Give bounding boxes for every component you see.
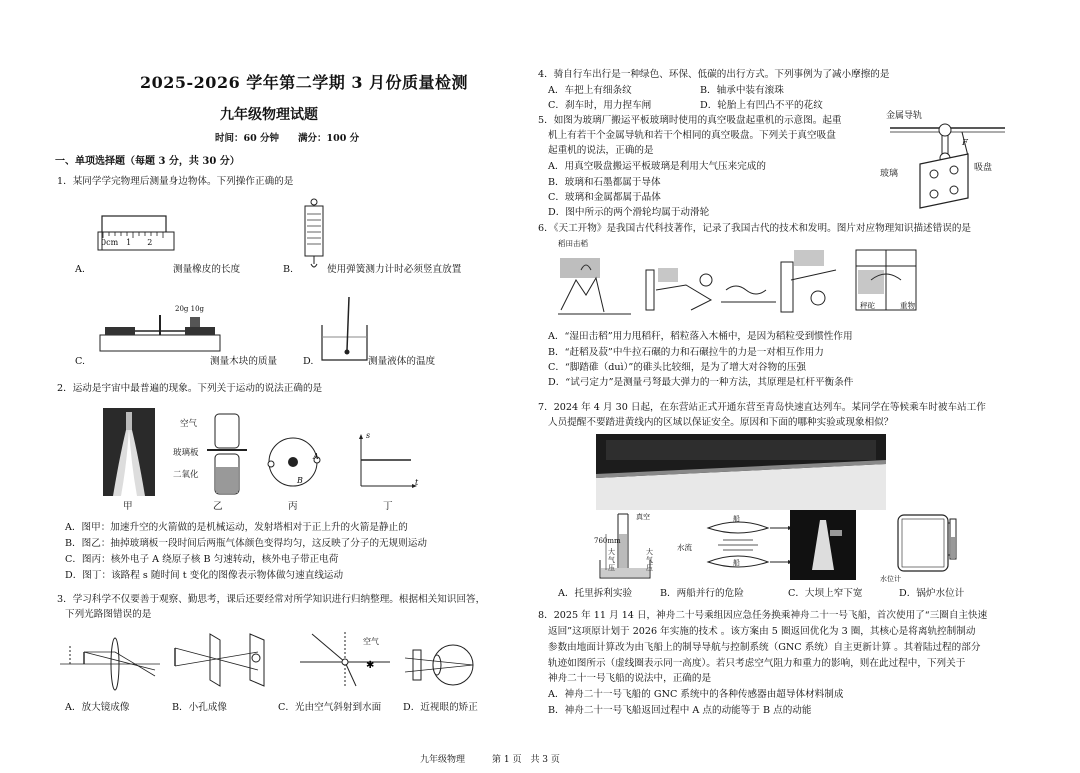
q3-caption-b: B．小孔成像	[172, 702, 228, 713]
q2-gas-bottles-figure	[195, 412, 255, 498]
q2-label-bing: 丙	[288, 501, 298, 512]
q6-fig-label-4: 秤砣	[860, 301, 875, 310]
q5-stem-line1: 5．如图为玻璃厂搬运平板玻璃时使用的真空吸盘起重机的示意图。起重	[538, 115, 842, 126]
q7-vacuum-label: 真空	[636, 513, 650, 521]
q6-option-b: B．“赶稻及菽”中牛拉石碾的力和石碾拉牛的力是一对相互作用力	[548, 347, 824, 358]
q4-option-b: B．轴承中装有滚珠	[700, 85, 784, 96]
q7-caption-b: B．两船并行的危险	[660, 588, 744, 599]
q5-option-a: A．用真空吸盘搬运平板玻璃是利用大气压来完成的	[548, 161, 766, 172]
q8-stem-line5: 神舟二十一号飞船的说法中，正确的是	[548, 673, 712, 684]
q5-rail-label: 金属导轨	[886, 111, 923, 121]
q2-option-a: A．图甲：加速升空的火箭做的是机械运动，发射塔相对于正上升的火箭是静止的	[65, 522, 408, 533]
q3-caption-a: A．放大镜成像	[65, 702, 130, 713]
q1-spring-scale-figure	[295, 198, 335, 273]
q7-gauge-label: 水位计	[880, 575, 901, 583]
ruler-scale-text: 0cm 1 2	[101, 238, 153, 247]
q1-d-text: 测量液体的温度	[368, 356, 436, 367]
q6-option-c: C．“脚踏碓（duì）”的碓头比较细，是为了增大对谷物的压强	[548, 362, 806, 373]
q7-stem-line2: 人员提醒不要踏进黄线内的区域以保证安全。原因和下面的哪种实验或现象相似？	[548, 417, 894, 428]
q7-torricelli-figure	[588, 512, 668, 582]
q6-option-d: D．“试弓定力”是测量弓弩最大弹力的一种方法，其原理是杠杆平衡条件	[548, 377, 854, 388]
q7-caption-c: C．大坝上窄下宽	[788, 588, 863, 599]
q2-stem: 2．运动是宇宙中最普遍的现象。下列关于运动的说法正确的是	[57, 383, 323, 394]
exam-subtitle: 九年级物理试题	[220, 107, 318, 123]
q6-fig-label-5: 重物	[900, 301, 915, 310]
q1-b-text: 使用弹簧测力计时必须竖直放置	[327, 264, 462, 275]
q3-magnifier-figure	[60, 632, 160, 692]
q2-option-b: B．图乙：抽掉玻璃板一段时间后两瓶气体颜色变得均匀，这反映了分子的无规则运动	[65, 538, 428, 549]
q2-rocket-photo	[103, 408, 155, 496]
q1-stem: 1．某同学学完物理后测量身边物体。下列操作正确的是	[57, 176, 294, 187]
q6-option-a: A．“湿田击稻”用力甩稻秆，稻粒落入木桶中，是因为稻粒受到惯性作用	[548, 331, 853, 342]
page-footer: 九年级物理 第 1 页 共 3 页	[420, 755, 560, 765]
q8-stem-line4: 轨迹如图所示（虚线圈表示同一高度）。若只考虑空气阻力和重力的影响，则在此过程中，下列关于	[548, 658, 966, 669]
q3-stem-line1: 3．学习科学不仅要善于观察、勤思考，课后还要经常对所学知识进行归纳整理。根据相关知识回答，	[57, 594, 486, 605]
q2-no2-label: 二氧化	[173, 470, 199, 480]
svg-text:✱: ✱	[366, 660, 375, 671]
q7-760-label: 760mm	[594, 537, 621, 545]
q1-c-label: C.	[75, 356, 86, 367]
q7-atm-label-2: 大气压	[646, 548, 653, 572]
exam-meta: 时间：60 分钟 满分：100 分	[215, 133, 360, 144]
q1-d-label: D.	[303, 356, 314, 367]
q7-atm-label-1: 大气压	[608, 548, 615, 572]
q5-option-b: B．玻璃和石墨都属于导体	[548, 177, 661, 188]
q3-pinhole-figure	[170, 628, 270, 692]
section-heading: 一、单项选择题（每题 3 分，共 30 分）	[55, 156, 240, 167]
q7-caption-d: D．锅炉水位计	[899, 588, 965, 599]
q2-axis-s-label: s	[366, 431, 371, 440]
q7-caption-a: A．托里拆利实验	[558, 588, 633, 599]
q1-a-text: 测量橡皮的长度	[173, 264, 241, 275]
q2-point-a-label: A	[313, 452, 319, 461]
q7-platform-photo	[596, 434, 886, 510]
q2-option-c: C．图丙：核外电子 A 绕原子核 B 匀速转动，核外电子带正电荷	[65, 554, 339, 565]
q2-point-b-label: B	[297, 476, 303, 485]
q7-flow-label: 水流	[677, 543, 692, 552]
q5-force-label: F	[962, 138, 968, 148]
q2-label-jia: 甲	[123, 501, 133, 512]
q4-option-d: D．轮胎上有凹凸不平的花纹	[700, 100, 823, 111]
q8-option-a: A．神舟二十一号飞船的 GNC 系统中的各种传感器由超导体材料制成	[548, 689, 844, 700]
q7-dam-photo	[790, 510, 856, 580]
q5-glass-label: 玻璃	[880, 169, 899, 179]
q3-caption-c: C．光由空气斜射到水面	[278, 702, 382, 713]
q3-myopia-figure	[405, 640, 485, 690]
q1-ruler-figure	[97, 212, 177, 262]
q3-stem-line2: 下列光路图错误的是	[65, 609, 152, 620]
q1-balance-figure	[95, 305, 225, 360]
q5-stem-line3: 起重机的说法，正确的是	[548, 145, 654, 156]
q2-label-yi: 乙	[213, 501, 223, 512]
q7-ship-label-bottom: 船	[733, 559, 740, 567]
q2-s-t-graph	[355, 434, 417, 490]
q2-air-label: 空气	[180, 419, 198, 429]
q3-caption-d: D．近视眼的矫正	[403, 702, 478, 713]
q6-stem: 6．《天工开物》是我国古代科技著作，记录了我国古代的技术和发明。图片对应物理知识描述错误的是	[538, 223, 972, 234]
balance-weights-text: 20g 10g	[175, 305, 205, 313]
q4-stem: 4．骑自行车出行是一种绿色、环保、低碳的出行方式。下列事例为了减小摩擦的是	[538, 69, 890, 80]
q4-option-c: C．刹车时，用力捏车闸	[548, 100, 652, 111]
q3-air-label: 空气	[363, 637, 379, 646]
q5-cup-label: 吸盘	[974, 163, 993, 173]
q8-option-b: B．神舟二十一号飞船返回过程中 A 点的动能等于 B 点的动能	[548, 705, 812, 716]
q2-option-d: D．图丁：该路程 s 随时间 t 变化的图像表示物体做匀速直线运动	[65, 570, 344, 581]
q7-boiler-figure	[890, 505, 960, 575]
q1-a-label: A.	[75, 264, 85, 275]
exam-title: 2025-2026 学年第二学期 3 月份质量检测	[140, 73, 469, 92]
q8-stem-line1: 8．2025 年 11 月 14 日，神舟二十号乘组因应急任务换乘神舟二十一号飞船，首次使用了“三圈自主快速	[538, 610, 988, 621]
q1-b-label: B.	[283, 264, 294, 275]
q7-stem-line1: 7．2024 年 4 月 30 日起，在东营站正式开通东营至青岛快速直达列车。某同学在等候乘车时被车站工作	[538, 402, 986, 413]
q6-fig-label-1: 稻田击稻	[558, 239, 588, 248]
q5-option-c: C．玻璃和金属都属于晶体	[548, 192, 661, 203]
q2-glass-label: 玻璃板	[173, 448, 199, 458]
q1-c-text: 测量木块的质量	[210, 356, 278, 367]
q7-ships-figure	[698, 514, 798, 576]
q4-option-a: A．车把上有细条纹	[548, 85, 632, 96]
q8-stem-line2: 返回”这项原计划于 2026 年实施的技术 。该方案由 5 圈返回优化为 3 圈，其核心是将离轨控制制动	[548, 626, 976, 637]
q2-label-ding: 丁	[383, 501, 393, 512]
q8-stem-line3: 参数由地面计算改为由飞船上的制导导航与控制系统（GNC 系统）自主更新计算 。其着陆过程的部分	[548, 642, 981, 653]
q5-stem-line2: 机上有若干个金属导轨和若干个相同的真空吸盘。下列关于真空吸盘	[548, 130, 836, 141]
q5-option-d: D．图中所示的两个滑轮均属于动滑轮	[548, 207, 710, 218]
q2-axis-t-label: t	[415, 478, 419, 487]
q6-illustrations	[556, 240, 936, 322]
q7-ship-label-top: 船	[733, 515, 740, 523]
